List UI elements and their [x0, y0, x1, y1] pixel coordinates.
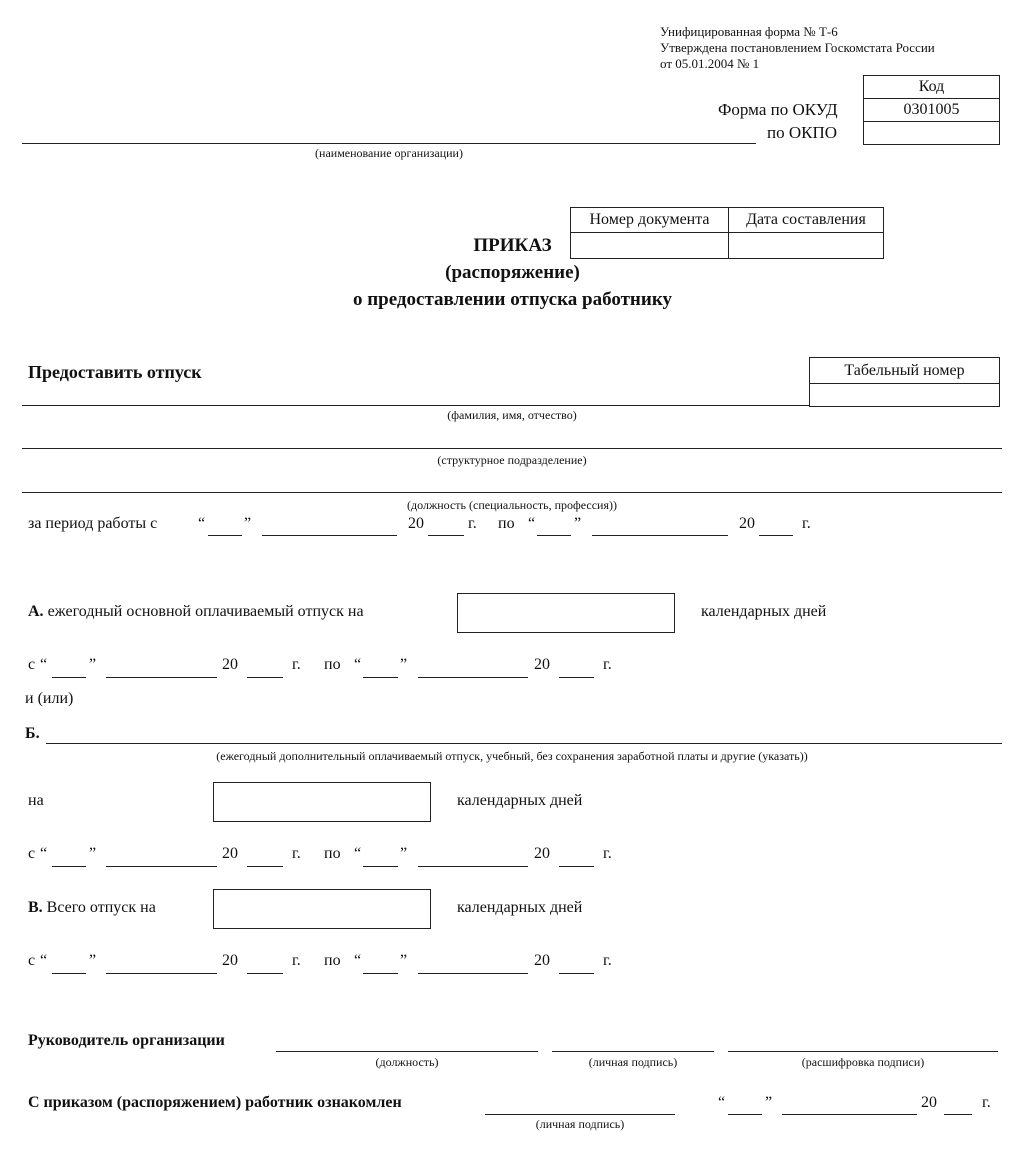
section-a-text: ежегодный основной оплачиваемый отпуск на — [47, 603, 364, 620]
a-from-year-suffix: г. — [292, 656, 301, 673]
a-to-year[interactable] — [559, 677, 594, 678]
section-v-label — [28, 899, 156, 917]
section-a-days-input[interactable] — [457, 593, 675, 633]
a-to-year-suffix: г. — [603, 656, 612, 673]
position-caption: (должность (специальность, профессия)) — [407, 498, 617, 512]
b-to-q-close: ” — [400, 845, 408, 862]
ack-year[interactable] — [944, 1114, 972, 1115]
approval-text: Утверждена постановлением Госкомстата России — [660, 40, 935, 55]
head-position-caption: (должность) — [375, 1055, 439, 1069]
ack-year-suffix: г. — [982, 1094, 991, 1111]
doc-date-header: Дата составления — [728, 207, 884, 233]
v-date-q-close: ” — [89, 952, 97, 969]
and-or-text: и (или) — [25, 690, 74, 707]
v-to-year[interactable] — [559, 973, 594, 974]
period-q-close: ” — [244, 515, 252, 532]
period-from-year[interactable] — [428, 535, 464, 536]
period-to-year-suffix: г. — [802, 515, 811, 532]
a-to-year-prefix: 20 — [534, 656, 550, 673]
title-subject: о предоставлении отпуска работнику — [352, 289, 672, 310]
fio-line[interactable] — [22, 405, 809, 406]
doc-number-header: Номер документа — [570, 207, 729, 233]
b-to-month[interactable] — [418, 866, 528, 867]
b-po: по — [324, 845, 341, 862]
head-decode-line[interactable] — [728, 1051, 998, 1052]
a-to-day[interactable] — [363, 677, 398, 678]
a-date-s: с — [28, 656, 36, 673]
b-to-day[interactable] — [363, 866, 398, 867]
period-prefix: за период работы с — [28, 515, 158, 532]
ack-q-open: “ — [718, 1094, 726, 1111]
period-from-year-suffix: г. — [468, 515, 477, 532]
v-from-year-suffix: г. — [292, 952, 301, 969]
tab-number-header: Табельный номер — [809, 357, 1000, 384]
b-to-year-prefix: 20 — [534, 845, 550, 862]
a-to-q-close: ” — [400, 656, 408, 673]
a-to-month[interactable] — [418, 677, 528, 678]
section-v-text: Всего отпуск на — [46, 899, 156, 916]
org-name-line[interactable] — [22, 143, 756, 144]
a-from-day[interactable] — [52, 677, 86, 678]
v-po: по — [324, 952, 341, 969]
section-b-days-input[interactable] — [213, 782, 431, 822]
section-v-letter: В. — [28, 899, 43, 916]
period-q-open: “ — [198, 515, 206, 532]
a-from-month[interactable] — [106, 677, 217, 678]
period-po: по — [498, 515, 515, 532]
head-position-line[interactable] — [276, 1051, 538, 1052]
period-to-month[interactable] — [592, 535, 728, 536]
period-from-month[interactable] — [262, 535, 397, 536]
b-to-year-suffix: г. — [603, 845, 612, 862]
v-from-month[interactable] — [106, 973, 217, 974]
v-from-day[interactable] — [52, 973, 86, 974]
tab-number-cell[interactable] — [809, 383, 1000, 407]
a-po: по — [324, 656, 341, 673]
section-b-type-line[interactable] — [46, 743, 1002, 744]
b-from-year[interactable] — [247, 866, 283, 867]
v-to-day[interactable] — [363, 973, 398, 974]
ack-sign-line[interactable] — [485, 1114, 675, 1115]
approval-date-text: от 05.01.2004 № 1 — [660, 56, 760, 71]
section-b-days-label: календарных дней — [457, 792, 583, 809]
section-v-days-input[interactable] — [213, 889, 431, 929]
ack-day[interactable] — [728, 1114, 762, 1115]
section-v-days-label: календарных дней — [457, 899, 583, 916]
title-rasporyazhenie: (распоряжение) — [445, 262, 580, 283]
okud-label: Форма по ОКУД — [718, 100, 838, 119]
head-sign-line[interactable] — [552, 1051, 714, 1052]
b-from-day[interactable] — [52, 866, 86, 867]
b-date-q-open: “ — [40, 845, 48, 862]
b-from-year-suffix: г. — [292, 845, 301, 862]
b-to-year[interactable] — [559, 866, 594, 867]
v-to-month[interactable] — [418, 973, 528, 974]
ack-year-prefix: 20 — [921, 1094, 937, 1111]
section-b-caption: (ежегодный дополнительный оплачиваемый отпуск, учебный, без сохранения заработной платы и другие (указать)) — [216, 749, 808, 763]
dept-line[interactable] — [22, 448, 1002, 449]
v-to-q-open: “ — [354, 952, 362, 969]
b-date-s: с — [28, 845, 36, 862]
grant-leave-label: Предоставить отпуск — [28, 362, 202, 382]
period-to-q-open: “ — [528, 515, 536, 532]
position-line[interactable] — [22, 492, 1002, 493]
section-b-letter: Б. — [25, 725, 40, 742]
ack-label: С приказом (распоряжением) работник ознакомлен — [28, 1094, 402, 1111]
ack-q-close: ” — [765, 1094, 773, 1111]
a-to-q-open: “ — [354, 656, 362, 673]
v-from-year-prefix: 20 — [222, 952, 238, 969]
okud-value-cell[interactable]: 0301005 — [863, 98, 1000, 122]
section-a-days-label: календарных дней — [701, 603, 827, 620]
ack-month[interactable] — [782, 1114, 917, 1115]
v-to-year-prefix: 20 — [534, 952, 550, 969]
dept-caption: (структурное подразделение) — [437, 453, 587, 467]
org-caption: (наименование организации) — [315, 146, 463, 160]
b-from-month[interactable] — [106, 866, 217, 867]
b-to-q-open: “ — [354, 845, 362, 862]
a-from-year-prefix: 20 — [222, 656, 238, 673]
head-label: Руководитель организации — [28, 1032, 225, 1049]
period-to-q-close: ” — [574, 515, 582, 532]
period-to-day[interactable] — [537, 535, 571, 536]
doc-date-cell[interactable] — [728, 232, 884, 259]
okpo-label: по ОКПО — [767, 123, 838, 142]
head-decode-caption: (расшифровка подписи) — [801, 1055, 925, 1069]
a-date-q-open: “ — [40, 656, 48, 673]
b-date-q-close: ” — [89, 845, 97, 862]
form-number-text: Унифицированная форма № Т-6 — [660, 24, 838, 39]
a-from-year[interactable] — [247, 677, 283, 678]
head-sign-caption: (личная подпись) — [588, 1055, 678, 1069]
period-to-year[interactable] — [759, 535, 793, 536]
v-date-q-open: “ — [40, 952, 48, 969]
v-to-year-suffix: г. — [603, 952, 612, 969]
b-from-year-prefix: 20 — [222, 845, 238, 862]
ack-sign-caption: (личная подпись) — [535, 1117, 625, 1131]
fio-caption: (фамилия, имя, отчество) — [447, 408, 577, 422]
period-from-day[interactable] — [208, 535, 242, 536]
period-from-year-prefix: 20 — [408, 515, 424, 532]
v-date-s: с — [28, 952, 36, 969]
okpo-value-cell[interactable] — [863, 121, 1000, 145]
section-a-letter: А. — [28, 603, 44, 620]
section-a-label — [28, 603, 364, 621]
section-b-na: на — [28, 792, 44, 809]
form-header — [660, 24, 935, 72]
title-prikaz: ПРИКАЗ — [473, 235, 552, 256]
v-to-q-close: ” — [400, 952, 408, 969]
a-date-q-close: ” — [89, 656, 97, 673]
v-from-year[interactable] — [247, 973, 283, 974]
code-header-cell: Код — [863, 75, 1000, 99]
period-to-year-prefix: 20 — [739, 515, 755, 532]
